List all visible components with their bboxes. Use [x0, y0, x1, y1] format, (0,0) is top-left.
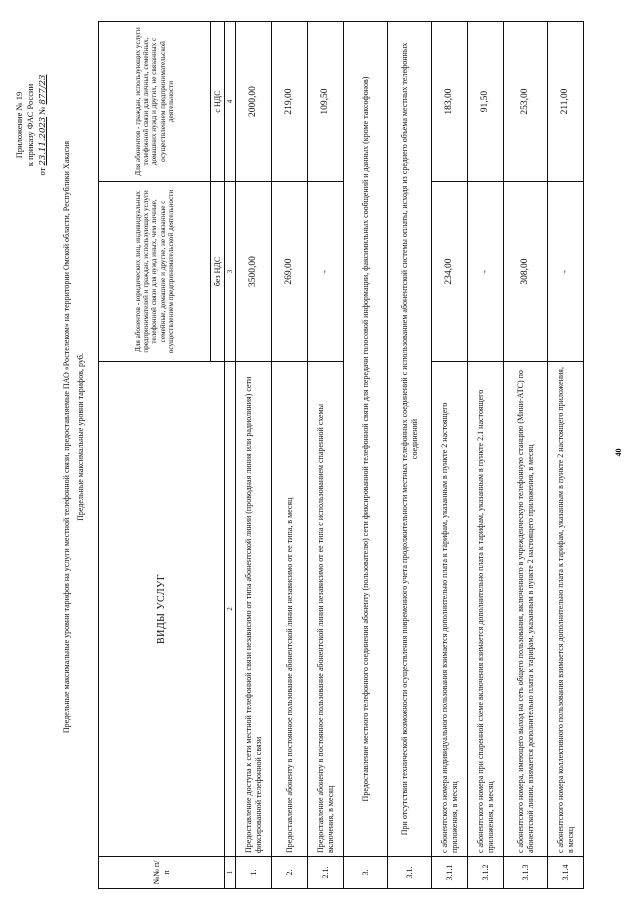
- appendix-stamp: [14, 40, 49, 210]
- table-row: [272, 22, 308, 889]
- row-price-legal: -: [308, 182, 344, 362]
- index-2: 2: [225, 362, 236, 857]
- table-section-row: [388, 22, 432, 889]
- appendix-line-2: к приказу ФАС России: [25, 83, 36, 167]
- document-title: Предельные максимальные уровни тарифов на услуги местной телефонной связи, предоставляемые ПАО «Ростелеком» на территории Омской области, Республики Хакасия: [62, 140, 71, 734]
- row-service: с абонентского номера коллективного пользования взимается дополнительно плата к тарифам, указанным в пункте 2 настоящего приложения, в месяц: [548, 362, 584, 857]
- index-3: 3: [225, 182, 236, 362]
- row-price-individuals: 219,00: [272, 22, 308, 182]
- header-services: ВИДЫ УСЛУГ: [99, 362, 225, 857]
- row-number: 2.: [272, 857, 308, 889]
- page-number: 40: [614, 448, 623, 457]
- row-price-legal: 3500,00: [236, 182, 272, 362]
- row-number: 3.1.4: [548, 857, 584, 889]
- row-number: 3.1.3: [504, 857, 548, 889]
- row-number: 2.1.: [308, 857, 344, 889]
- row-price-individuals: 91,50: [468, 22, 504, 182]
- table-row: [504, 22, 548, 889]
- row-number: 3.1.: [388, 857, 432, 889]
- row-price-legal: 269,00: [272, 182, 308, 362]
- row-service: с абонентского номера при спаренной схеме включения взимается дополнительно плата к тарифам, указанным в пункте 2.1 настоящего приложения, в месяц: [468, 362, 504, 857]
- index-4: 4: [225, 22, 236, 182]
- row-number: 3.: [344, 857, 388, 889]
- row-service: Предоставление абоненту в постоянное пользование абонентской линии независимо от ее типа с использованием спаренной схемы включения, в месяц: [308, 362, 344, 857]
- row-number: 3.1.1: [432, 857, 468, 889]
- row-service: с абонентского номера индивидуального пользования взимается дополнительно плата к тарифам, указанным в пункте 2 настоящего приложения, в месяц: [432, 362, 468, 857]
- appendix-line-3: [37, 40, 49, 210]
- appendix-line-1: Приложение № 19: [14, 91, 24, 159]
- header-legal-entities: Для абонентов - юридических лиц, индивидуальных предпринимателей и граждан, использующих услуги телефонной связи для нужд иных, чем личные, семейные, домашние и другие, не связанные с осуществлением предпринимательской деятельности: [99, 182, 211, 362]
- section-heading: Предоставление местного телефонного соединения абоненту (пользователю) сети фиксированной телефонной связи для передачи голосовой информации, факсимильных сообщений и данных (кроме таксофонов): [344, 22, 388, 857]
- appendix-date: 23.11.2023: [37, 116, 48, 166]
- table-row: [308, 22, 344, 889]
- table-section-row: [344, 22, 388, 889]
- header-individuals: Для абонентов - граждан, использующих услуги телефонной связи для личных, семейных, домашних нужд и других, не связанных с осуществлением предпринимательской деятельности: [99, 22, 211, 182]
- index-1: 1: [225, 857, 236, 889]
- table-row: [468, 22, 504, 889]
- table-row: [236, 22, 272, 889]
- vat-legal: без НДС: [211, 182, 225, 362]
- row-price-individuals: 253,00: [504, 22, 548, 182]
- row-service: Предоставление абоненту в постоянное пользование абонентской линии независимо от ее типа, в месяц: [272, 362, 308, 857]
- row-price-individuals: 183,00: [432, 22, 468, 182]
- row-price-individuals: 2000,00: [236, 22, 272, 182]
- vat-individuals: с НДС: [211, 22, 225, 182]
- tariff-table: [98, 21, 584, 889]
- row-number: 3.1.2: [468, 857, 504, 889]
- row-price-legal: 308,00: [504, 182, 548, 362]
- table-row: [432, 22, 468, 889]
- row-number: 1.: [236, 857, 272, 889]
- row-price-individuals: 109,50: [308, 22, 344, 182]
- row-price-individuals: 211,00: [548, 22, 584, 182]
- table-row: [548, 22, 584, 889]
- appendix-from-label: от: [36, 167, 47, 176]
- row-price-legal: -: [548, 182, 584, 362]
- table-index-row: [225, 22, 236, 889]
- row-price-legal: 234,00: [432, 182, 468, 362]
- appendix-number: 877/23: [37, 74, 48, 105]
- header-number: №№ п/п: [99, 857, 225, 889]
- section-heading: При отсутствии технической возможности осуществления повременного учета продолжительности местных телефонных соединений с использованием абонентской системы оплаты, исходя из среднего объема местных телефонных соединений: [388, 22, 432, 857]
- row-service: с абонентского номера, имеющего выход на сеть общего пользования, включенного в учрежденческую телефонную станцию (Мини-АТС) по абонентской линии, взимается дополнительно плата к тарифам, указанным в пункте 2 настоящего приложения, в месяц: [504, 362, 548, 857]
- document-subtitle: Предельные максимальные уровни тарифов, руб.: [76, 353, 85, 521]
- row-price-legal: -: [468, 182, 504, 362]
- appendix-number-sign: №: [36, 106, 47, 115]
- table-header-row: [99, 22, 211, 889]
- row-service: Предоставление доступа к сети местной телефонной связи независимо от типа абонентской линии (проводная линия или радиолиния) сети фиксированной телефонной связи: [236, 362, 272, 857]
